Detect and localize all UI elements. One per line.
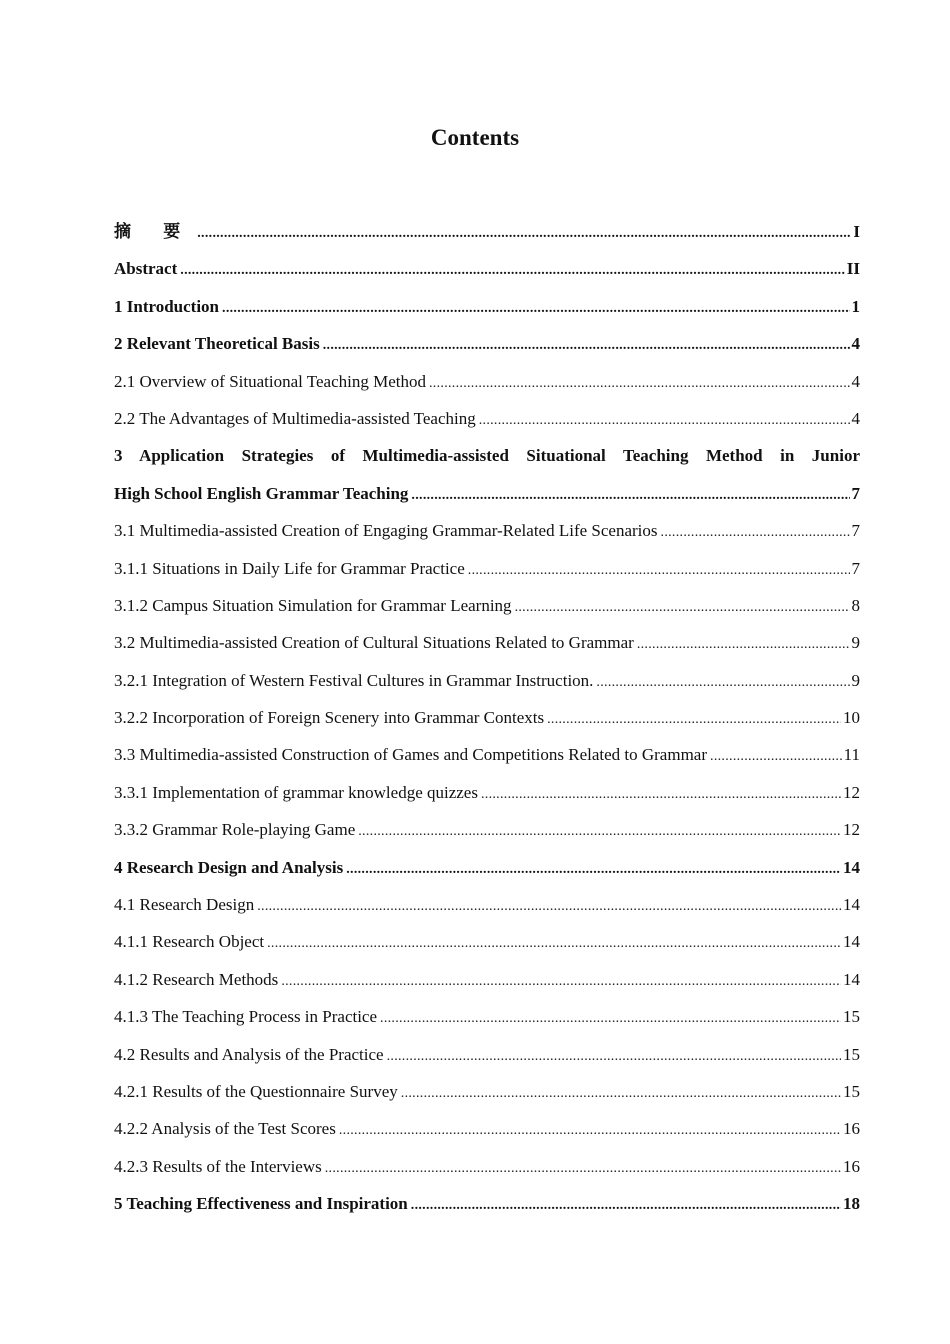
toc-leader-dots	[547, 706, 841, 734]
toc-page-number: II	[846, 259, 860, 279]
toc-leader-dots	[323, 332, 850, 360]
toc-entry-3-2-2[interactable]	[114, 704, 860, 741]
toc-entry-text: 4.1.1 Research Object	[114, 932, 265, 952]
toc-page-number: 14	[843, 857, 860, 877]
toc-entry-text-continued: High School English Grammar Teaching	[114, 483, 409, 503]
toc-entry-text: 3.1 Multimedia-assisted Creation of Engaging Grammar-Related Life Scenarios	[114, 521, 658, 541]
toc-leader-dots	[411, 482, 849, 510]
toc-leader-dots	[387, 1043, 841, 1071]
toc-entry-text: 3.1.1 Situations in Daily Life for Grammar Practice	[114, 558, 465, 578]
toc-entry-3-3[interactable]	[114, 741, 860, 778]
toc-entry-text: 2 Relevant Theoretical Basis	[114, 334, 320, 354]
toc-leader-dots	[637, 631, 850, 659]
toc-leader-dots	[596, 669, 849, 697]
toc-entry-text: 2.1 Overview of Situational Teaching Method	[114, 371, 426, 391]
toc-entry-text: 4.1.3 The Teaching Process in Practice	[114, 1007, 378, 1027]
toc-leader-dots	[411, 1192, 841, 1220]
toc-leader-dots	[222, 295, 849, 323]
toc-leader-dots	[197, 220, 851, 248]
toc-page-number: 4	[851, 408, 860, 428]
toc-leader-dots	[481, 781, 841, 809]
page-title: Contents	[430, 125, 520, 150]
toc-leader-dots	[380, 1005, 841, 1033]
toc-entry-text: Abstract	[114, 259, 178, 279]
toc-page-number: 9	[851, 633, 860, 653]
toc-entry-text: 4.1 Research Design	[114, 895, 255, 915]
toc-entry-2-1[interactable]	[114, 368, 860, 405]
toc-leader-dots	[180, 257, 845, 285]
toc-entry-4-2-3[interactable]	[114, 1153, 860, 1190]
toc-page-number: 7	[851, 558, 860, 578]
toc-entry-3-line1[interactable]	[114, 442, 860, 479]
toc-entry-text: 3.2.2 Incorporation of Foreign Scenery into Grammar Contexts	[114, 708, 545, 728]
toc-leader-dots	[358, 818, 841, 846]
toc-entry-text: 4.2.2 Analysis of the Test Scores	[114, 1119, 336, 1139]
toc-page-number: 14	[843, 932, 860, 952]
toc-page-number: 7	[851, 521, 860, 541]
toc-entry-text: 4.1.2 Research Methods	[114, 969, 279, 989]
toc-page-number: 12	[843, 782, 860, 802]
toc-entry-4-1[interactable]	[114, 891, 860, 928]
toc-entry-text: 1 Introduction	[114, 296, 220, 316]
toc-entry-text: 3.3.1 Implementation of grammar knowledge quizzes	[114, 782, 478, 802]
toc-entry-text: 4.2.3 Results of the Interviews	[114, 1156, 322, 1176]
toc-entry-2[interactable]	[114, 330, 860, 367]
toc-page-number: 14	[843, 895, 860, 915]
toc-entry-5[interactable]	[114, 1190, 860, 1227]
toc-entry-4-2-2[interactable]	[114, 1115, 860, 1152]
toc-entry-text: 3.2 Multimedia-assisted Creation of Cultural Situations Related to Grammar	[114, 633, 634, 653]
toc-leader-dots	[429, 370, 850, 398]
toc-entry-4-2-1[interactable]	[114, 1078, 860, 1115]
toc-entry-4[interactable]	[114, 854, 860, 891]
toc-entry-text: 4.2.1 Results of the Questionnaire Survey	[114, 1081, 398, 1101]
toc-leader-dots	[468, 557, 850, 585]
toc-page-number: 15	[843, 1081, 860, 1101]
toc-page-number: 4	[851, 371, 860, 391]
table-of-contents	[114, 218, 860, 1228]
toc-entry-3-2-1[interactable]	[114, 667, 860, 704]
toc-entry-text: 3.2.1 Integration of Western Festival Cultures in Grammar Instruction.	[114, 670, 594, 690]
toc-leader-dots	[401, 1080, 841, 1108]
toc-entry-zhaiyao[interactable]	[114, 218, 860, 255]
toc-page-number: 12	[843, 820, 860, 840]
toc-entry-text: 4 Research Design and Analysis	[114, 857, 344, 877]
toc-leader-dots	[257, 893, 841, 921]
toc-page-number: 18	[843, 1194, 860, 1214]
toc-page-number: 15	[843, 1007, 860, 1027]
toc-entry-text: 3 Application Strategies of Multimedia-assisted Situational Teaching Method in Junior	[114, 446, 860, 466]
toc-entry-text: 4.2 Results and Analysis of the Practice	[114, 1044, 384, 1064]
toc-entry-4-1-3[interactable]	[114, 1003, 860, 1040]
toc-page-number: 14	[843, 969, 860, 989]
toc-entry-4-1-2[interactable]	[114, 966, 860, 1003]
toc-entry-3-line2[interactable]	[114, 480, 860, 517]
toc-page-number: 8	[851, 595, 860, 615]
toc-entry-3-1-1[interactable]	[114, 555, 860, 592]
toc-page-number: 9	[851, 670, 860, 690]
toc-leader-dots	[479, 407, 850, 435]
toc-entry-text: 3.1.2 Campus Situation Simulation for Grammar Learning	[114, 595, 512, 615]
toc-leader-dots	[661, 519, 850, 547]
toc-entry-4-1-1[interactable]	[114, 928, 860, 965]
toc-entry-text: 3.3 Multimedia-assisted Construction of Games and Competitions Related to Grammar	[114, 745, 708, 765]
toc-entry-3-1[interactable]	[114, 517, 860, 554]
toc-entry-abstract[interactable]	[114, 255, 860, 292]
toc-page-number: 4	[851, 334, 860, 354]
toc-leader-dots	[281, 968, 841, 996]
toc-leader-dots	[339, 1117, 841, 1145]
toc-leader-dots	[346, 856, 841, 884]
toc-page-number: 16	[843, 1156, 860, 1176]
toc-leader-dots	[325, 1155, 841, 1183]
toc-leader-dots	[710, 743, 842, 771]
toc-entry-text: 5 Teaching Effectiveness and Inspiration	[114, 1194, 408, 1214]
toc-leader-dots	[267, 930, 841, 958]
toc-page-number: 16	[843, 1119, 860, 1139]
toc-entry-text: 2.2 The Advantages of Multimedia-assisted Teaching	[114, 408, 476, 428]
toc-entry-4-2[interactable]	[114, 1041, 860, 1078]
toc-entry-1[interactable]	[114, 293, 860, 330]
toc-entry-3-2[interactable]	[114, 629, 860, 666]
toc-page-number: 7	[851, 483, 860, 503]
toc-page-number: 15	[843, 1044, 860, 1064]
toc-entry-text: 摘 要	[114, 222, 195, 241]
toc-entry-3-1-2[interactable]	[114, 592, 860, 629]
toc-page-number: 10	[843, 708, 860, 728]
toc-leader-dots	[515, 594, 850, 622]
toc-page-number: 11	[843, 745, 860, 765]
toc-page-number: I	[853, 222, 860, 241]
toc-entry-3-3-2[interactable]	[114, 816, 860, 853]
toc-entry-2-2[interactable]	[114, 405, 860, 442]
toc-entry-3-3-1[interactable]	[114, 779, 860, 816]
toc-entry-text: 3.3.2 Grammar Role-playing Game	[114, 820, 356, 840]
toc-page-number: 1	[851, 296, 860, 316]
